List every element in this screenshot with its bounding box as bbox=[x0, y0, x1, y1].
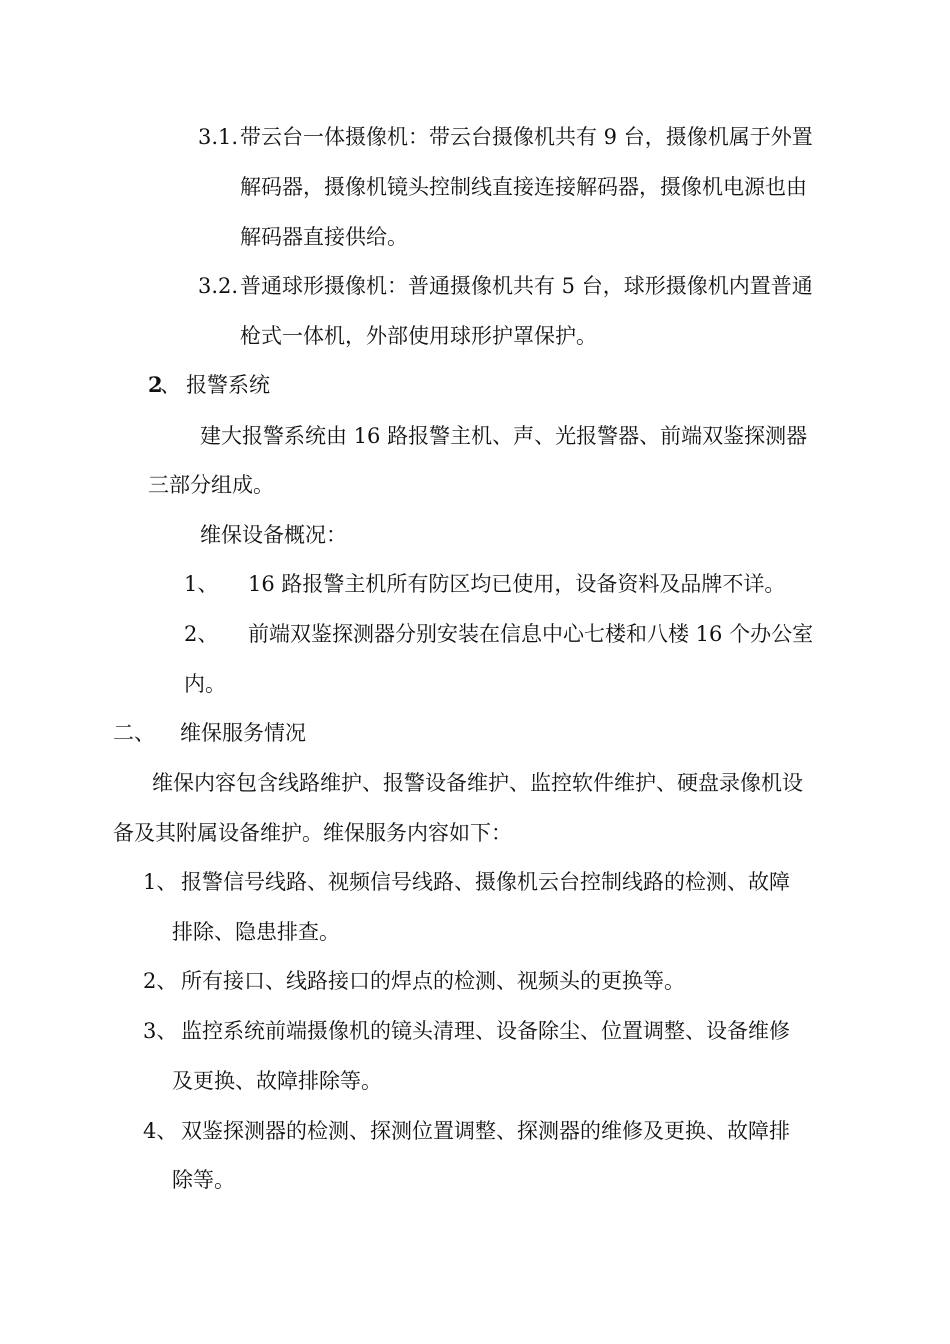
service-intro-line-1: 维保内容包含线路维护、报警设备维护、监控软件维护、硬盘录像机设 bbox=[152, 771, 803, 795]
service-item-2-line-1: 所有接口、线路接口的焊点的检测、视频头的更换等。 bbox=[181, 969, 685, 993]
alarm-heading-title: 报警系统 bbox=[186, 373, 270, 397]
alarm-item-2-line-2: 内。 bbox=[184, 672, 226, 696]
item-3-2-line-2: 枪式一体机，外部使用球形护罩保护。 bbox=[240, 324, 597, 348]
service-intro-line-2: 备及其附属设备维护。维保服务内容如下： bbox=[113, 821, 512, 845]
service-item-2-number: 2、 bbox=[143, 969, 178, 993]
alarm-intro-line-2: 三部分组成。 bbox=[148, 473, 274, 497]
alarm-intro-line-1: 建大报警系统由 16 路报警主机、声、光报警器、前端双鉴探测器 bbox=[200, 424, 808, 448]
alarm-item-1-line-1: 16 路报警主机所有防区均已使用，设备资料及品牌不详。 bbox=[248, 572, 786, 596]
item-3-1-line-1: 带云台一体摄像机：带云台摄像机共有 9 台，摄像机属于外置 bbox=[240, 125, 813, 149]
service-item-1-line-2: 排除、隐患排查。 bbox=[172, 920, 340, 944]
service-heading-title: 维保服务情况 bbox=[180, 721, 306, 745]
service-heading-number: 二、 bbox=[113, 721, 155, 745]
service-item-3-number: 3、 bbox=[143, 1019, 178, 1043]
item-3-1-line-3: 解码器直接供给。 bbox=[240, 225, 408, 249]
service-item-4-number: 4、 bbox=[143, 1119, 178, 1143]
alarm-heading-number: 2 bbox=[148, 372, 163, 397]
alarm-item-2-line-1: 前端双鉴探测器分别安装在信息中心七楼和八楼 16 个办公室 bbox=[248, 622, 814, 646]
item-3-1-line-2: 解码器，摄像机镜头控制线直接连接解码器，摄像机电源也由 bbox=[240, 175, 807, 199]
item-3-2-line-1: 普通球形摄像机：普通摄像机共有 5 台，球形摄像机内置普通 bbox=[240, 274, 813, 298]
alarm-item-2-number: 2、 bbox=[184, 622, 219, 646]
service-item-3-line-1: 监控系统前端摄像机的镜头清理、设备除尘、位置调整、设备维修 bbox=[181, 1019, 790, 1043]
service-item-4-line-2: 除等。 bbox=[172, 1168, 235, 1192]
service-item-3-line-2: 及更换、故障排除等。 bbox=[172, 1069, 382, 1093]
service-item-1-number: 1、 bbox=[143, 870, 178, 894]
item-3-2-number: 3.2. bbox=[198, 274, 239, 298]
alarm-overview-label: 维保设备概况： bbox=[200, 523, 347, 547]
service-item-1-line-1: 报警信号线路、视频信号线路、摄像机云台控制线路的检测、故障 bbox=[181, 870, 790, 894]
alarm-heading-separator: 、 bbox=[160, 373, 181, 397]
item-3-1-number: 3.1. bbox=[198, 125, 239, 149]
service-item-4-line-1: 双鉴探测器的检测、探测位置调整、探测器的维修及更换、故障排 bbox=[181, 1119, 790, 1143]
alarm-item-1-number: 1、 bbox=[184, 572, 219, 596]
